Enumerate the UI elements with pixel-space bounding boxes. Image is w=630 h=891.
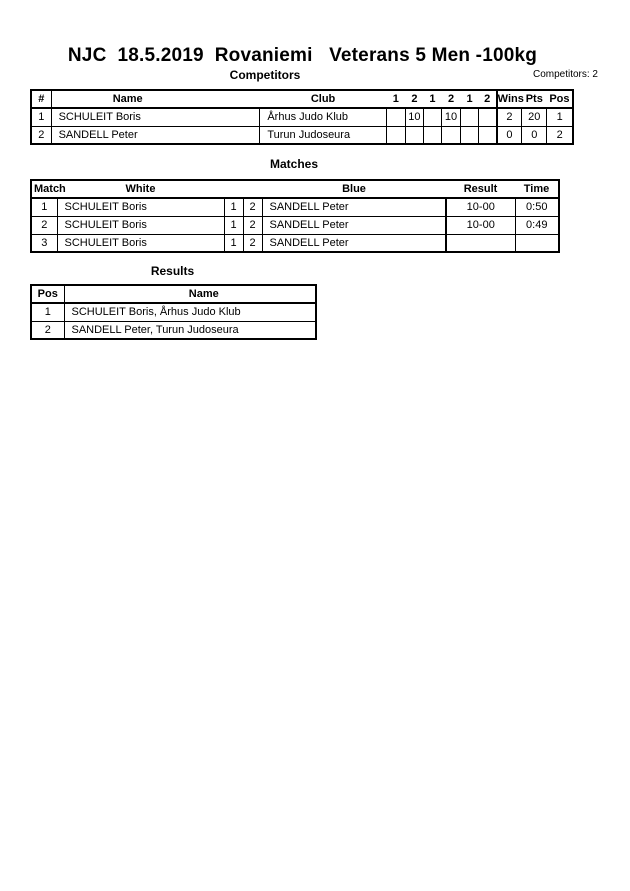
- match-num: 2: [31, 216, 57, 234]
- competitors-count: Competitors: 2: [532, 69, 598, 80]
- match-num: 1: [31, 198, 57, 216]
- pos-cell: 1: [547, 108, 573, 126]
- pts-cell: 0: [522, 126, 547, 144]
- column-header-white-num: [224, 180, 243, 198]
- column-header-round-6: 2: [479, 90, 497, 108]
- competitor-club: Turun Judoseura: [260, 126, 386, 144]
- white-corner-num: 1: [224, 216, 243, 234]
- column-header-pts: Pts: [522, 90, 547, 108]
- column-header-match: Match: [31, 180, 57, 198]
- column-header-blue: Blue: [262, 180, 446, 198]
- match-num: 3: [31, 234, 57, 252]
- score-cell: [405, 126, 423, 144]
- score-cell: [479, 108, 497, 126]
- column-header-name: Name: [64, 285, 316, 303]
- score-cell: [461, 108, 479, 126]
- match-result: 10-00: [446, 216, 515, 234]
- score-cell: 10: [441, 108, 460, 126]
- column-header-pos: Pos: [547, 90, 573, 108]
- results-table: [30, 284, 317, 340]
- blue-corner-num: 2: [243, 198, 262, 216]
- column-header-num: #: [31, 90, 51, 108]
- match-result: 10-00: [446, 198, 515, 216]
- results-header-row: [31, 285, 316, 303]
- competitors-header-row: [31, 90, 573, 108]
- column-header-white: White: [57, 180, 224, 198]
- competitor-name: SANDELL Peter: [51, 126, 260, 144]
- score-cell: [441, 126, 460, 144]
- table-row: [31, 216, 559, 234]
- blue-corner-num: 2: [243, 234, 262, 252]
- score-cell: 10: [405, 108, 423, 126]
- matches-section-title: Matches: [269, 157, 319, 171]
- competitor-num: 1: [31, 108, 51, 126]
- score-cell: [479, 126, 497, 144]
- column-header-time: Time: [515, 180, 559, 198]
- blue-player: SANDELL Peter: [262, 216, 446, 234]
- matches-table: [30, 179, 560, 253]
- result-pos: 2: [31, 321, 64, 339]
- score-cell: [386, 126, 405, 144]
- results-section-title: Results: [150, 264, 195, 278]
- match-time: 0:50: [515, 198, 559, 216]
- column-header-result: Result: [446, 180, 515, 198]
- column-header-round-2: 2: [405, 90, 423, 108]
- column-header-name: Name: [51, 90, 260, 108]
- wins-cell: 2: [497, 108, 522, 126]
- column-header-wins: Wins: [497, 90, 522, 108]
- pos-cell: 2: [547, 126, 573, 144]
- competitors-section-title: Competitors: [229, 68, 301, 82]
- column-header-club: Club: [260, 90, 386, 108]
- result-name: SCHULEIT Boris, Århus Judo Klub: [64, 303, 316, 321]
- page-title: NJC 18.5.2019 Rovaniemi Veterans 5 Men -100kg: [67, 45, 538, 66]
- competitor-num: 2: [31, 126, 51, 144]
- column-header-round-5: 1: [461, 90, 479, 108]
- pts-cell: 20: [522, 108, 547, 126]
- table-row: [31, 234, 559, 252]
- table-row: [31, 303, 316, 321]
- column-header-round-1: 1: [386, 90, 405, 108]
- column-header-blue-num: [243, 180, 262, 198]
- table-row: [31, 321, 316, 339]
- match-time: 0:49: [515, 216, 559, 234]
- competitor-name: SCHULEIT Boris: [51, 108, 260, 126]
- score-cell: [386, 108, 405, 126]
- column-header-round-4: 2: [441, 90, 460, 108]
- score-cell: [461, 126, 479, 144]
- match-time: [515, 234, 559, 252]
- table-row: [31, 198, 559, 216]
- white-player: SCHULEIT Boris: [57, 234, 224, 252]
- competitor-club: Århus Judo Klub: [260, 108, 386, 126]
- result-pos: 1: [31, 303, 64, 321]
- white-corner-num: 1: [224, 198, 243, 216]
- competitors-table: [30, 89, 574, 145]
- score-cell: [423, 126, 441, 144]
- table-row: [31, 108, 573, 126]
- white-corner-num: 1: [224, 234, 243, 252]
- white-player: SCHULEIT Boris: [57, 216, 224, 234]
- column-header-pos: Pos: [31, 285, 64, 303]
- match-result: [446, 234, 515, 252]
- white-player: SCHULEIT Boris: [57, 198, 224, 216]
- matches-header-row: [31, 180, 559, 198]
- wins-cell: 0: [497, 126, 522, 144]
- blue-player: SANDELL Peter: [262, 234, 446, 252]
- blue-player: SANDELL Peter: [262, 198, 446, 216]
- table-row: [31, 126, 573, 144]
- column-header-round-3: 1: [423, 90, 441, 108]
- blue-corner-num: 2: [243, 216, 262, 234]
- result-name: SANDELL Peter, Turun Judoseura: [64, 321, 316, 339]
- score-cell: [423, 108, 441, 126]
